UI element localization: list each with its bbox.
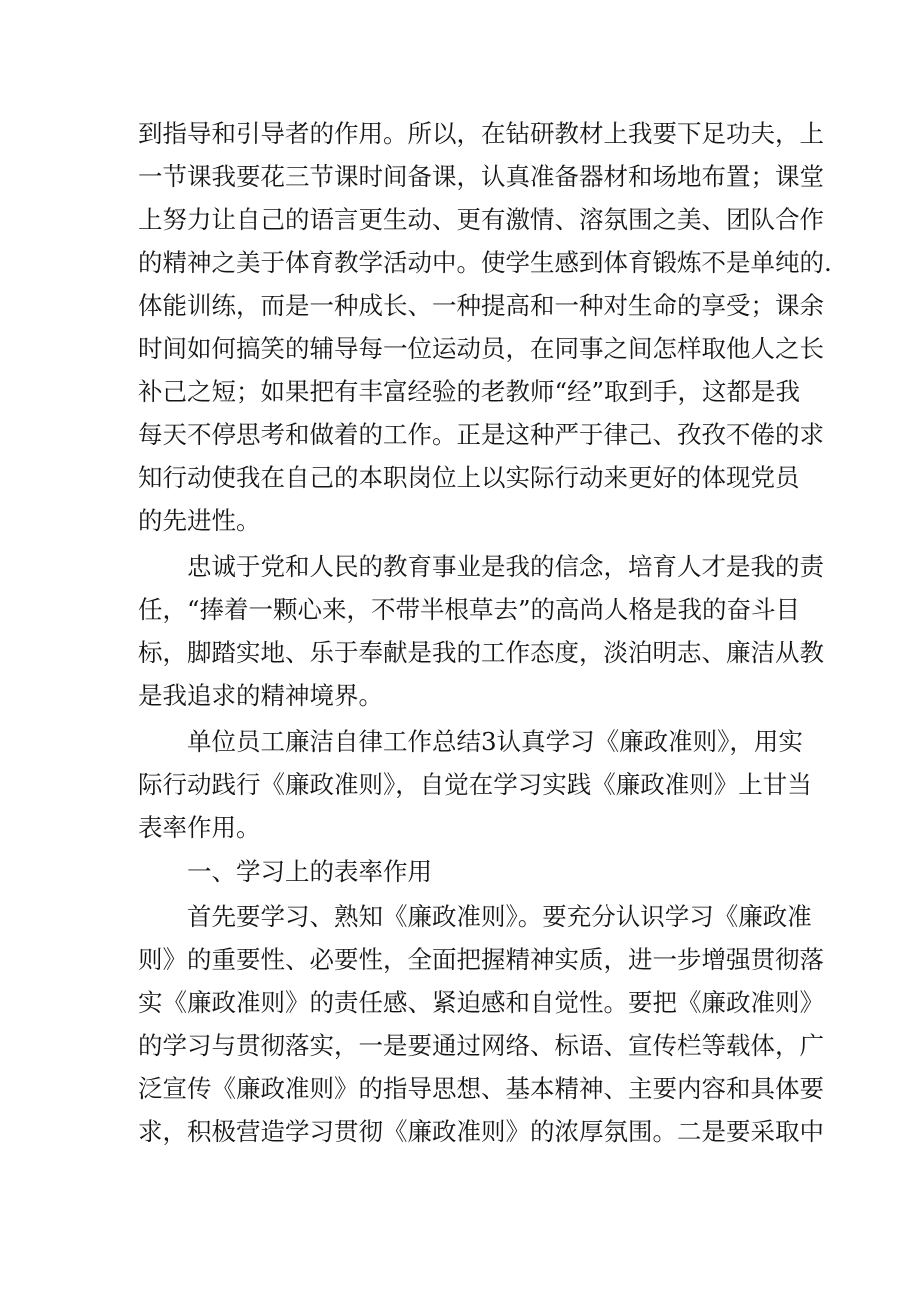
text-line: 表率作用。 [138,813,261,842]
text-line: 单位员工廉洁自律工作总结3认真学习《廉政准则》，用实 [187,727,803,756]
text-line: 求，积极营造学习贯彻《廉政准则》的浓厚氛围。二是要采取中 [138,1117,824,1146]
text-line: 时间如何搞笑的辅导每一位运动员，在同事之间怎样取他人之长 [138,334,824,363]
text-line: 每天不停思考和做着的工作。正是这种严于律己、孜孜不倦的求 [138,420,824,449]
text-line: 到指导和引导者的作用。所以，在钻研教材上我要下足功夫，上 [138,119,824,148]
section-heading: 一、学习上的表率作用 [187,857,432,886]
text-line: 际行动践行《廉政准则》，自觉在学习实践《廉政准则》上甘当 [138,770,812,799]
text-line: 知行动使我在自己的本职岗位上以实际行动来更好的体现党员 [138,463,800,492]
text-line: 的精神之美于体育教学活动中。使学生感到体育锻炼不是单纯的. [138,248,832,277]
text-line: 一节课我要花三节课时间备课，认真准备器材和场地布置；课堂 [138,162,824,191]
text-line: 任，“捧着一颗心来，不带半根草去”的高尚人格是我的奋斗目 [138,595,801,624]
text-line: 补己之短；如果把有丰富经验的老教师“经”取到手，这都是我 [138,377,801,406]
text-line: 忠诚于党和人民的教育事业是我的信念，培育人才是我的责 [187,552,824,581]
text-line: 首先要学习、熟知《廉政准则》。要充分认识学习《廉政准 [187,902,812,931]
text-line: 是我追求的精神境界。 [138,681,383,710]
text-line: 上努力让自己的语言更生动、更有激情、溶氛围之美、团队合作 [138,205,824,234]
text-line: 泛宣传《廉政准则》的指导思想、基本精神、主要内容和具体要 [138,1074,824,1103]
text-line: 的先进性。 [138,506,261,535]
text-line: 则》的重要性、必要性，全面把握精神实质，进一步增强贯彻落 [138,945,824,974]
text-line: 实《廉政准则》的责任感、紧迫感和自觉性。要把《廉政准则》 [138,988,824,1017]
text-line: 体能训练，而是一种成长、一种提高和一种对生命的享受；课余 [138,291,824,320]
text-line: 的学习与贯彻落实，一是要通过网络、标语、宣传栏等载体，广 [138,1031,824,1060]
text-line: 标，脚踏实地、乐于奉献是我的工作态度，淡泊明志、廉洁从教 [138,638,824,667]
